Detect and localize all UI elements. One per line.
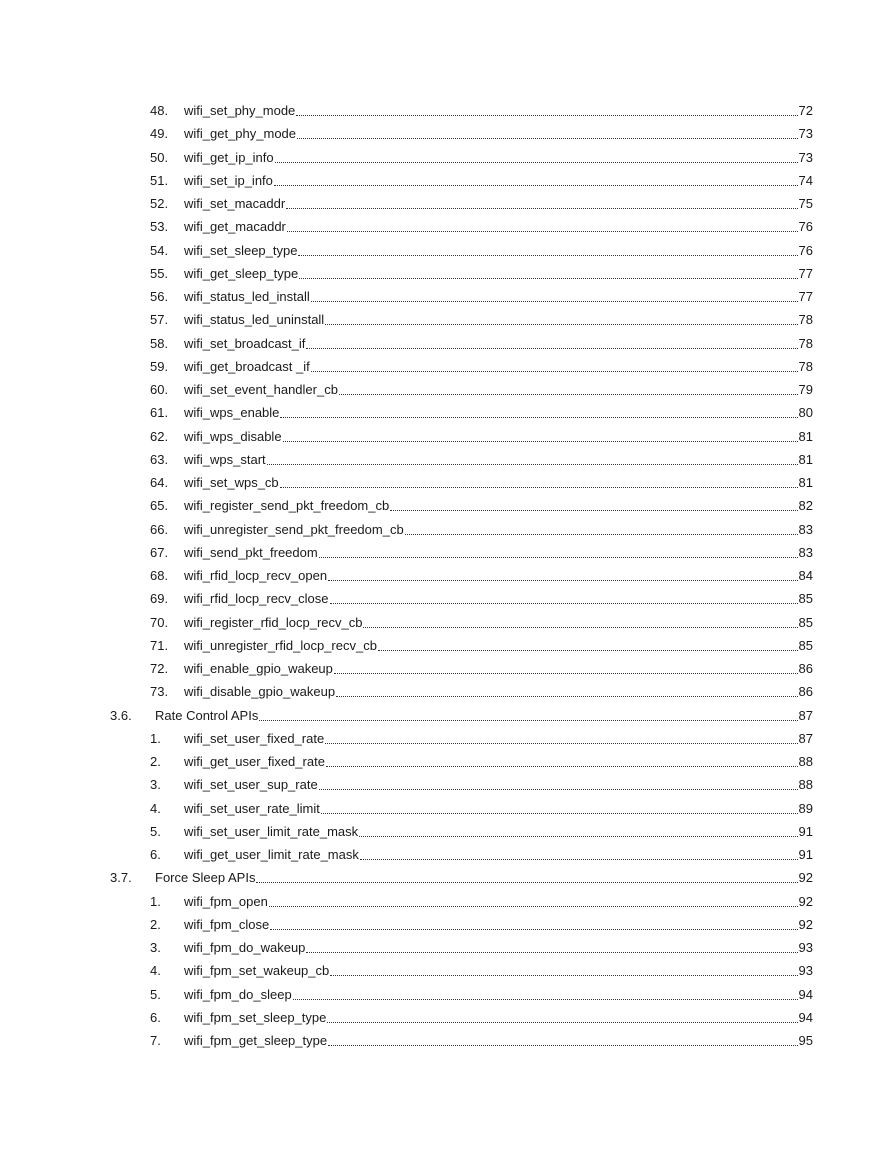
toc-entry-page-number: 73 xyxy=(798,149,813,165)
dot-leader xyxy=(330,975,798,976)
toc-entry-number: 73. xyxy=(150,684,169,700)
toc-entry-number: 58. xyxy=(150,335,169,351)
toc-entry-title[interactable]: wifi_fpm_do_sleep xyxy=(184,986,292,1002)
toc-entry[interactable] xyxy=(0,450,893,470)
toc-entry-number: 56. xyxy=(150,289,169,304)
toc-entry-number: 5. xyxy=(150,823,161,839)
toc-entry[interactable] xyxy=(0,938,893,958)
toc-entry-number: 64. xyxy=(150,475,169,490)
dot-leader xyxy=(306,952,798,953)
toc-entry-title[interactable]: wifi_get_ip_info xyxy=(184,149,274,165)
dot-leader xyxy=(296,115,798,116)
toc-entry-title[interactable]: wifi_status_led_install xyxy=(184,289,310,304)
toc-entry-page-number: 83 xyxy=(798,521,813,537)
toc-entry-page-number: 94 xyxy=(798,986,813,1002)
toc-entry-page-number: 73 xyxy=(798,126,813,142)
dot-leader xyxy=(325,324,798,325)
toc-entry-page-number: 77 xyxy=(798,289,813,304)
toc-entry-number: 59. xyxy=(150,358,169,374)
dot-leader xyxy=(360,859,798,860)
toc-entry-page-number: 94 xyxy=(798,1009,813,1025)
toc-entry-title[interactable]: wifi_get_user_limit_rate_mask xyxy=(184,847,359,862)
dot-leader xyxy=(306,348,798,349)
toc-entry-number: 67. xyxy=(150,544,169,560)
toc-entry-page-number: 85 xyxy=(798,614,813,630)
toc-entry[interactable] xyxy=(0,775,893,795)
toc-entry[interactable] xyxy=(0,566,893,586)
toc-entry-title[interactable]: wifi_fpm_do_wakeup xyxy=(184,940,306,955)
toc-entry-title[interactable]: wifi_fpm_open xyxy=(184,893,268,909)
toc-entry-page-number: 86 xyxy=(798,661,813,676)
toc-entry[interactable] xyxy=(0,961,893,981)
toc-entry-page-number: 92 xyxy=(798,870,813,886)
toc-entry-number: 68. xyxy=(150,568,169,583)
toc-entry-title[interactable]: wifi_rfid_locp_recv_close xyxy=(184,591,329,607)
toc-entry[interactable] xyxy=(0,310,893,330)
dot-leader xyxy=(359,836,798,837)
toc-entry[interactable] xyxy=(0,496,893,516)
toc-entry[interactable] xyxy=(0,241,893,261)
toc-entry-page-number: 87 xyxy=(798,730,813,746)
toc-entry-number: 63. xyxy=(150,451,169,467)
dot-leader xyxy=(283,441,798,442)
toc-entry-page-number: 80 xyxy=(798,405,813,421)
toc-entry[interactable] xyxy=(0,473,893,493)
toc-entry-page-number: 81 xyxy=(798,428,813,444)
dot-leader xyxy=(325,743,798,744)
toc-entry-title[interactable]: wifi_register_rfid_locp_recv_cb xyxy=(184,614,363,630)
dot-leader xyxy=(286,208,798,209)
toc-entry[interactable] xyxy=(0,148,893,168)
toc-entry-page-number: 85 xyxy=(798,637,813,653)
toc-entry-number: 2. xyxy=(150,754,161,769)
dot-leader xyxy=(311,301,798,302)
toc-entry-page-number: 92 xyxy=(798,916,813,932)
toc-entry-title[interactable]: wifi_wps_enable xyxy=(184,405,280,421)
toc-entry-title[interactable]: wifi_get_sleep_type xyxy=(184,265,299,281)
toc-entry-number: 69. xyxy=(150,591,169,607)
toc-section-entry[interactable] xyxy=(0,706,893,726)
toc-entry[interactable] xyxy=(0,613,893,633)
dot-leader xyxy=(269,906,798,907)
toc-entry-number: 1. xyxy=(150,893,161,909)
toc-entry-title[interactable]: wifi_fpm_close xyxy=(184,916,270,932)
toc-entry-number: 70. xyxy=(150,614,169,630)
toc-entry-title[interactable]: wifi_disable_gpio_wakeup xyxy=(184,684,336,700)
toc-entry-number: 50. xyxy=(150,149,169,165)
toc-entry-title[interactable]: wifi_set_sleep_type xyxy=(184,242,298,258)
toc-entry-title[interactable]: wifi_unregister_rfid_locp_recv_cb xyxy=(184,637,377,653)
dot-leader xyxy=(311,371,798,372)
toc-entry-number: 53. xyxy=(150,219,169,235)
toc-entry[interactable] xyxy=(0,636,893,656)
toc-entry-number: 65. xyxy=(150,498,169,514)
dot-leader xyxy=(297,138,798,139)
toc-entry-page-number: 88 xyxy=(798,754,813,769)
toc-entry[interactable] xyxy=(0,217,893,237)
toc-entry-number: 2. xyxy=(150,916,161,932)
toc-entry-page-number: 72 xyxy=(798,103,813,118)
toc-entry-number: 3. xyxy=(150,777,161,793)
toc-entry[interactable] xyxy=(0,985,893,1005)
toc-entry-page-number: 75 xyxy=(798,196,813,211)
dot-leader xyxy=(319,789,798,790)
toc-entry-page-number: 83 xyxy=(798,544,813,560)
toc-entry-page-number: 78 xyxy=(798,312,813,328)
toc-entry-title[interactable]: wifi_fpm_get_sleep_type xyxy=(184,1033,328,1048)
toc-entry-page-number: 84 xyxy=(798,568,813,583)
toc-entry-page-number: 93 xyxy=(798,940,813,955)
toc-entry[interactable] xyxy=(0,403,893,423)
toc-entry-number: 3. xyxy=(150,940,161,955)
toc-entry-page-number: 85 xyxy=(798,591,813,607)
toc-entry-page-number: 77 xyxy=(798,265,813,281)
toc-entry-number: 1. xyxy=(150,730,161,746)
toc-entry-number: 72. xyxy=(150,661,169,676)
dot-leader xyxy=(299,278,798,279)
toc-entry[interactable] xyxy=(0,659,893,679)
toc-entry[interactable] xyxy=(0,589,893,609)
toc-entry-page-number: 74 xyxy=(798,172,813,188)
toc-entry-title[interactable]: wifi_get_user_fixed_rate xyxy=(184,754,325,769)
toc-entry-title[interactable]: wifi_status_led_uninstall xyxy=(184,312,325,328)
toc-entry[interactable] xyxy=(0,194,893,214)
toc-entry-number: 48. xyxy=(150,103,169,118)
dot-leader xyxy=(319,557,798,558)
toc-entry[interactable] xyxy=(0,845,893,865)
toc-entry-page-number: 78 xyxy=(798,335,813,351)
toc-entry-number: 60. xyxy=(150,382,169,397)
toc-entry-number: 61. xyxy=(150,405,169,421)
toc-entry-title[interactable]: wifi_register_send_pkt_freedom_cb xyxy=(184,498,390,514)
dot-leader xyxy=(267,464,798,465)
toc-entry-page-number: 76 xyxy=(798,219,813,235)
toc-entry-title[interactable]: wifi_set_ip_info xyxy=(184,172,273,188)
toc-entry-title[interactable]: wifi_set_user_limit_rate_mask xyxy=(184,823,359,839)
toc-entry[interactable] xyxy=(0,729,893,749)
toc-entry[interactable] xyxy=(0,124,893,144)
toc-entry-number: 6. xyxy=(150,1009,161,1025)
toc-entry-title[interactable]: wifi_send_pkt_freedom xyxy=(184,544,318,560)
toc-entry[interactable] xyxy=(0,799,893,819)
toc-entry[interactable] xyxy=(0,520,893,540)
toc-entry-title[interactable]: wifi_rfid_locp_recv_open xyxy=(184,568,328,583)
toc-entry-title[interactable]: wifi_set_macaddr xyxy=(184,196,286,211)
toc-section-entry[interactable] xyxy=(0,868,893,888)
dot-leader xyxy=(330,603,798,604)
toc-entry-page-number: 76 xyxy=(798,242,813,258)
toc-entry-number: 66. xyxy=(150,521,169,537)
toc-entry[interactable] xyxy=(0,1031,893,1051)
toc-entry-number: 62. xyxy=(150,428,169,444)
toc-entry-number: 4. xyxy=(150,963,161,979)
toc-entry-number: 4. xyxy=(150,800,161,816)
dot-leader xyxy=(334,673,798,674)
toc-entry[interactable] xyxy=(0,171,893,191)
toc-entry[interactable] xyxy=(0,1008,893,1028)
toc-entry-page-number: 91 xyxy=(798,847,813,862)
toc-entry-title[interactable]: wifi_wps_disable xyxy=(184,428,282,444)
toc-entry-title[interactable]: wifi_set_user_fixed_rate xyxy=(184,730,325,746)
dot-leader xyxy=(405,534,798,535)
toc-entry-page-number: 87 xyxy=(798,707,813,723)
toc-entry-title[interactable]: Force Sleep APIs xyxy=(155,870,256,886)
dot-leader xyxy=(270,929,798,930)
dot-leader xyxy=(259,720,798,721)
dot-leader xyxy=(363,627,798,628)
dot-leader xyxy=(390,510,798,511)
toc-entry[interactable] xyxy=(0,752,893,772)
toc-entry-number: 5. xyxy=(150,986,161,1002)
toc-entry-number: 51. xyxy=(150,172,169,188)
toc-entry-title[interactable]: Rate Control APIs xyxy=(155,707,259,723)
dot-leader xyxy=(378,650,798,651)
toc-entry-title[interactable]: wifi_set_broadcast_if xyxy=(184,335,306,351)
toc-entry-page-number: 95 xyxy=(798,1033,813,1048)
toc-entry-number: 49. xyxy=(150,126,169,142)
dot-leader xyxy=(280,417,798,418)
toc-entry-title[interactable]: wifi_set_event_handler_cb xyxy=(184,382,338,397)
toc-entry-title[interactable]: wifi_fpm_set_wakeup_cb xyxy=(184,963,330,979)
toc-entry[interactable] xyxy=(0,287,893,307)
toc-entry-title[interactable]: wifi_fpm_set_sleep_type xyxy=(184,1009,327,1025)
toc-entry-page-number: 93 xyxy=(798,963,813,979)
toc-entry-number: 71. xyxy=(150,637,169,653)
toc-entry[interactable] xyxy=(0,682,893,702)
dot-leader xyxy=(274,185,798,186)
toc-entry-page-number: 89 xyxy=(798,800,813,816)
toc-entry-number: 7. xyxy=(150,1033,161,1048)
toc-entry-number: 3.6. xyxy=(110,707,132,723)
toc-entry[interactable] xyxy=(0,264,893,284)
dot-leader xyxy=(321,813,798,814)
dot-leader xyxy=(298,255,798,256)
toc-entry-title[interactable]: wifi_get_broadcast _if xyxy=(184,358,310,374)
dot-leader xyxy=(256,882,798,883)
toc-entry-page-number: 86 xyxy=(798,684,813,700)
toc-entry[interactable] xyxy=(0,334,893,354)
toc-entry-title[interactable]: wifi_wps_start xyxy=(184,451,266,467)
toc-entry-title[interactable]: wifi_set_wps_cb xyxy=(184,475,279,490)
toc-entry[interactable] xyxy=(0,101,893,121)
dot-leader xyxy=(336,696,798,697)
toc-entry-page-number: 81 xyxy=(798,475,813,490)
toc-entry-title[interactable]: wifi_set_phy_mode xyxy=(184,103,296,118)
dot-leader xyxy=(275,162,798,163)
toc-entry[interactable] xyxy=(0,915,893,935)
toc-entry-page-number: 92 xyxy=(798,893,813,909)
toc-entry-number: 3.7. xyxy=(110,870,132,886)
dot-leader xyxy=(328,580,798,581)
dot-leader xyxy=(293,999,798,1000)
toc-entry-page-number: 81 xyxy=(798,451,813,467)
toc-entry-title[interactable]: wifi_set_user_sup_rate xyxy=(184,777,318,793)
toc-entry-page-number: 78 xyxy=(798,358,813,374)
toc-entry[interactable] xyxy=(0,427,893,447)
dot-leader xyxy=(327,1022,798,1023)
dot-leader xyxy=(326,766,798,767)
toc-entry-number: 6. xyxy=(150,847,161,862)
toc-entry[interactable] xyxy=(0,822,893,842)
toc-entry-number: 52. xyxy=(150,196,169,211)
toc-entry-page-number: 82 xyxy=(798,498,813,514)
dot-leader xyxy=(287,231,798,232)
toc-entry-title[interactable]: wifi_enable_gpio_wakeup xyxy=(184,661,333,676)
toc-entry-page-number: 91 xyxy=(798,823,813,839)
toc-entry-number: 55. xyxy=(150,265,169,281)
toc-entry-number: 54. xyxy=(150,242,169,258)
dot-leader xyxy=(328,1045,798,1046)
toc-entry[interactable] xyxy=(0,357,893,377)
toc-entry-number: 57. xyxy=(150,312,169,328)
toc-entry[interactable] xyxy=(0,380,893,400)
toc-entry-title[interactable]: wifi_get_phy_mode xyxy=(184,126,297,142)
toc-entry-title[interactable]: wifi_get_macaddr xyxy=(184,219,286,235)
toc-entry[interactable] xyxy=(0,543,893,563)
toc-entry-title[interactable]: wifi_set_user_rate_limit xyxy=(184,800,320,816)
toc-entry-title[interactable]: wifi_unregister_send_pkt_freedom_cb xyxy=(184,521,404,537)
dot-leader xyxy=(339,394,798,395)
dot-leader xyxy=(280,487,798,488)
toc-entry-page-number: 79 xyxy=(798,382,813,397)
toc-entry-page-number: 88 xyxy=(798,777,813,793)
toc-entry[interactable] xyxy=(0,892,893,912)
